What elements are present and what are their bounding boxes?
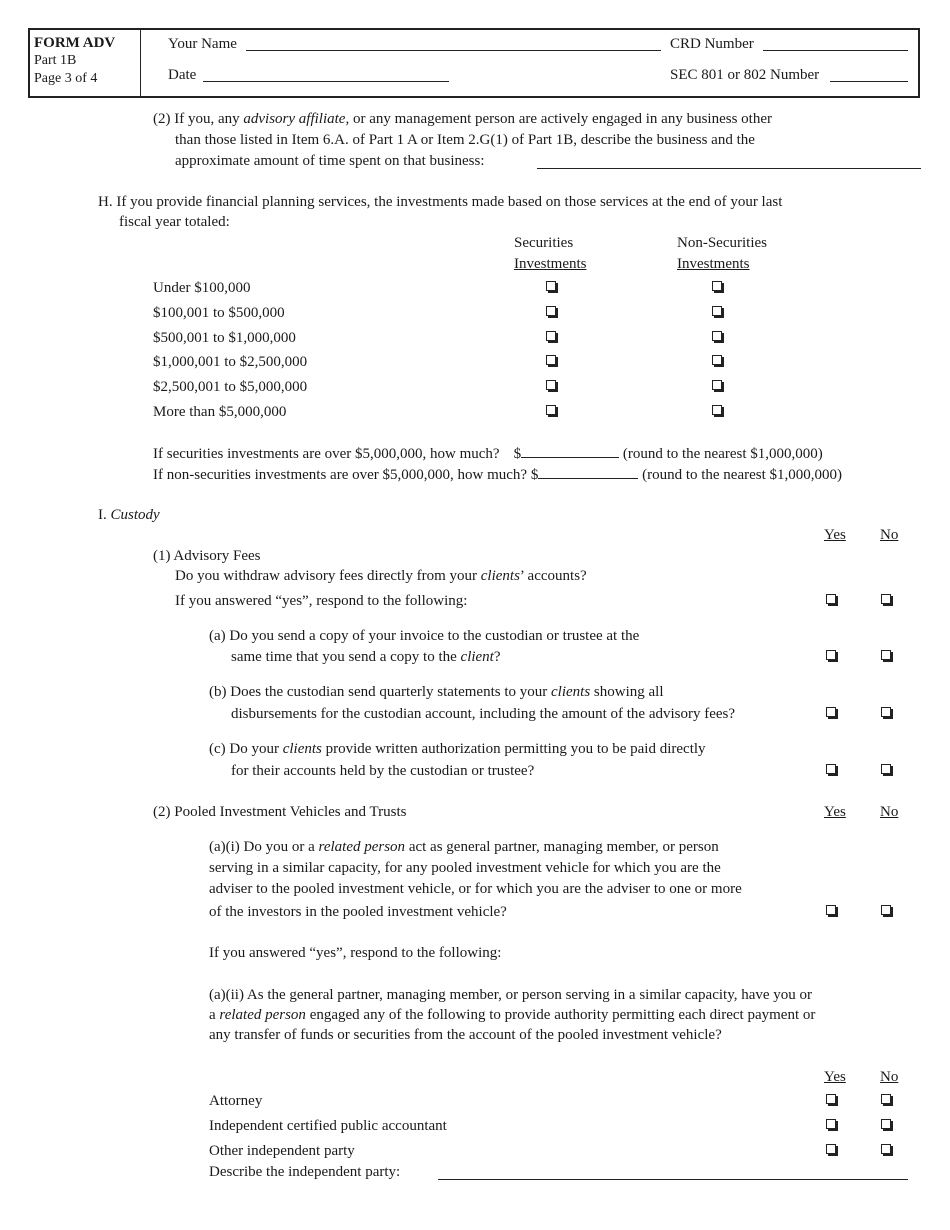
securities-range-checkbox[interactable] (546, 355, 556, 365)
q-ai-line3: adviser to the pooled investment vehicle, or for which you are the adviser to one or more (209, 881, 742, 897)
q-aii-line1: (a)(ii) As the general partner, managing member, or person serving in a similar capacity, have you or (209, 987, 813, 1003)
securities-range-checkbox[interactable] (546, 331, 556, 341)
investment-range-label: $100,001 to $500,000 (153, 304, 285, 321)
sec-over-question: If securities investments are over $5,000,000, how much? $ (round to the nearest $1,000,000) (153, 443, 823, 464)
securities-col-header-1: Securities (514, 235, 574, 251)
form-header (28, 28, 920, 98)
party-yes-checkbox[interactable] (826, 1094, 836, 1104)
q-a-line2: same time that you send a copy to the client? (231, 649, 501, 665)
form-title: FORM ADV (34, 35, 116, 51)
sec-number-field[interactable] (830, 81, 908, 82)
q-b-line1: (b) Does the custodian send quarterly statements to your clients showing all (209, 684, 664, 700)
securities-range-checkbox[interactable] (546, 380, 556, 390)
crd-number-field[interactable] (763, 50, 908, 51)
form-part: Part 1B (34, 53, 77, 68)
investment-range-label: $1,000,001 to $2,500,000 (153, 354, 308, 371)
other-business-field[interactable] (537, 168, 921, 169)
date-field[interactable] (203, 81, 449, 82)
q-a-yes-checkbox[interactable] (826, 650, 836, 660)
securities-range-checkbox[interactable] (546, 281, 556, 291)
describe-party-label: Describe the independent party: (209, 1164, 401, 1180)
parties-yes-col-header: Yes (824, 1069, 846, 1085)
if-yes-instruction-2: If you answered “yes”, respond to the following: (209, 945, 502, 961)
q-ai-yes-checkbox[interactable] (826, 905, 836, 915)
q-a-no-checkbox[interactable] (881, 650, 891, 660)
nonsecurities-col-header-2: Investments (677, 256, 750, 272)
pooled-yes-col-header: Yes (824, 804, 846, 820)
q-c-no-checkbox[interactable] (881, 764, 891, 774)
investment-range-label: Under $100,000 (153, 280, 251, 296)
crd-number-label: CRD Number (670, 36, 754, 52)
g2-line2: than those listed in Item 6.A. of Part 1 A or Item 2.G(1) of Part 1B, describe the business and the (175, 132, 755, 148)
parties-no-col-header: No (880, 1069, 899, 1085)
securities-range-checkbox[interactable] (546, 306, 556, 316)
q-aii-line2: a related person engaged any of the following to provide authority permitting each direct payment or (209, 1007, 816, 1023)
yes-col-header: Yes (824, 527, 846, 543)
party-no-checkbox[interactable] (881, 1119, 891, 1129)
describe-party-field[interactable] (438, 1179, 908, 1180)
sec-number-label: SEC 801 or 802 Number (670, 67, 820, 83)
q-aii-line3: any transfer of funds or securities from the account of the pooled investment vehicle? (209, 1027, 722, 1043)
q-ai-line1: (a)(i) Do you or a related person act as general partner, managing member, or person (209, 839, 719, 855)
party-no-checkbox[interactable] (881, 1144, 891, 1154)
nonsecurities-range-checkbox[interactable] (712, 306, 722, 316)
advisory-fees-title: (1) Advisory Fees (153, 548, 261, 564)
nonsecurities-range-checkbox[interactable] (712, 281, 722, 291)
q-c-line2: for their accounts held by the custodian or trustee? (231, 763, 535, 779)
g2-line1: (2) If you, any advisory affiliate, or any management person are actively engaged in any business other (153, 111, 772, 127)
q-b-no-checkbox[interactable] (881, 707, 891, 717)
your-name-field[interactable] (246, 50, 661, 51)
q-ai-line2: serving in a similar capacity, for any pooled investment vehicle for which you are the (209, 860, 721, 876)
nonsecurities-col-header-1: Non-Securities (677, 235, 767, 251)
sec-over-amount-field[interactable] (521, 443, 619, 458)
party-label: Other independent party (209, 1143, 355, 1159)
header-divider (140, 30, 141, 96)
no-col-header: No (880, 527, 899, 543)
q-ai-no-checkbox[interactable] (881, 905, 891, 915)
pooled-title: (2) Pooled Investment Vehicles and Trusts (153, 804, 407, 820)
nonsecurities-range-checkbox[interactable] (712, 331, 722, 341)
q-a-line1: (a) Do you send a copy of your invoice to the custodian or trustee at the (209, 628, 640, 644)
investment-range-label: More than $5,000,000 (153, 404, 287, 420)
fees-yes-checkbox[interactable] (826, 594, 836, 604)
party-yes-checkbox[interactable] (826, 1119, 836, 1129)
investment-range-label: $500,001 to $1,000,000 (153, 329, 296, 346)
party-no-checkbox[interactable] (881, 1094, 891, 1104)
securities-col-header-2: Investments (514, 256, 587, 272)
party-label: Independent certified public accountant (209, 1118, 447, 1134)
nonsecurities-range-checkbox[interactable] (712, 355, 722, 365)
custody-heading: I. Custody (98, 507, 160, 523)
nonsecurities-range-checkbox[interactable] (712, 405, 722, 415)
q-c-line1: (c) Do your clients provide written authorization permitting you to be paid directly (209, 741, 706, 757)
h-line2: fiscal year totaled: (119, 214, 230, 230)
nonsec-over-question: If non-securities investments are over $5,000,000, how much? $ (round to the nearest $1,000,000) (153, 464, 842, 485)
advisory-fees-question: Do you withdraw advisory fees directly from your clients’ accounts? (175, 568, 587, 584)
q-c-yes-checkbox[interactable] (826, 764, 836, 774)
securities-range-checkbox[interactable] (546, 405, 556, 415)
g2-line3: approximate amount of time spent on that business: (175, 153, 485, 169)
date-label: Date (168, 67, 197, 83)
party-label: Attorney (209, 1093, 263, 1109)
pooled-no-col-header: No (880, 804, 899, 820)
form-page: Page 3 of 4 (34, 71, 98, 86)
your-name-label: Your Name (168, 36, 237, 52)
if-yes-instruction: If you answered “yes”, respond to the following: (175, 593, 468, 609)
fees-no-checkbox[interactable] (881, 594, 891, 604)
investment-range-label: $2,500,001 to $5,000,000 (153, 379, 308, 396)
q-b-yes-checkbox[interactable] (826, 707, 836, 717)
nonsec-over-amount-field[interactable] (538, 464, 638, 479)
nonsecurities-range-checkbox[interactable] (712, 380, 722, 390)
q-b-line2: disbursements for the custodian account, including the amount of the advisory fees? (231, 706, 736, 722)
party-yes-checkbox[interactable] (826, 1144, 836, 1154)
q-ai-line4: of the investors in the pooled investment vehicle? (209, 904, 507, 920)
h-line1: H. If you provide financial planning services, the investments made based on those services at the end of your last (98, 194, 783, 210)
